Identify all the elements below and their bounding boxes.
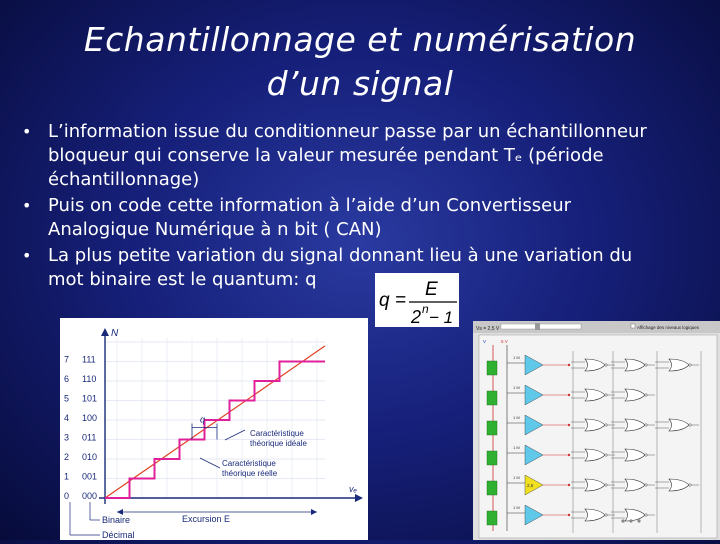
display-levels-label: Affichage des niveaux logiques [637, 325, 699, 330]
output-indicator-icon [621, 519, 624, 522]
gate-inverter-bubble [605, 364, 607, 366]
gate-inverter-bubble [645, 484, 647, 486]
resistor [487, 391, 497, 405]
gate-inverter-bubble [645, 394, 647, 396]
y-tick-binary: 110 [82, 374, 97, 384]
title-line-1: Echantillonnage et numérisation [83, 20, 637, 59]
y-axis-arrow-icon [101, 328, 109, 336]
y-tick-decimal: 0 [64, 491, 70, 501]
wire-node-icon [568, 424, 570, 426]
resistor-label: 1 M [513, 475, 520, 480]
quantization-chart [60, 318, 368, 540]
comparator-value-label: 2,5 [527, 483, 534, 488]
bullet-item [18, 244, 698, 292]
ideal-annotation-line1: Caractéristique [250, 429, 304, 438]
resistor-label: 1 M [513, 445, 520, 450]
formula-denominator-tail: − 1 [429, 308, 454, 327]
resistor [487, 481, 497, 495]
y-tick-binary: 111 [82, 354, 96, 365]
resistor-label: 1 M [513, 355, 520, 360]
bullet-text: L’information issue du conditionneur passe par un échantillonneur [48, 121, 647, 142]
quantum-label: q [200, 414, 206, 425]
adc-circuit-diagram [473, 321, 720, 540]
y-tick-binary: 001 [82, 471, 98, 482]
gate-inverter-bubble [605, 514, 607, 516]
wire-node-icon [568, 364, 570, 366]
gate-inverter-bubble [645, 364, 647, 366]
bullet-text: mot binaire est le quantum: q [48, 269, 317, 290]
ideal-annotation-line2: théorique idéale [250, 439, 307, 448]
resistor [487, 361, 497, 375]
wire-node-icon [568, 454, 570, 456]
wire-node-icon [568, 514, 570, 516]
wire-node-icon [568, 484, 570, 486]
resistor-label: 1 M [513, 385, 520, 390]
formula-denominator-base: 2 [411, 307, 422, 327]
gate-inverter-bubble [605, 394, 607, 396]
bullet-item [18, 194, 698, 242]
gate-inverter-bubble [645, 424, 647, 426]
bullet-text: La plus petite variation du signal donnant lieu à une variation du [48, 245, 633, 266]
bullet-dot-icon: • [22, 196, 32, 215]
bullet-text: Puis on code cette information à l’aide d’un Convertisseur [48, 195, 572, 216]
excursion-label: Excursion E [182, 514, 231, 524]
bullet-dot-icon: • [22, 246, 32, 265]
bullet-text: bloqueur qui conserve la valeur mesurée pendant Tₑ (période [48, 145, 604, 166]
y-tick-decimal: 7 [64, 354, 70, 365]
quantum-formula [375, 273, 459, 327]
bullet-item [18, 120, 698, 192]
gate-inverter-bubble [605, 454, 607, 456]
resistor [487, 451, 497, 465]
y-tick-binary: 101 [82, 393, 98, 404]
y-tick-decimal: 5 [64, 393, 70, 404]
bullet-text: Analogique Numérique à n bit ( CAN) [48, 219, 382, 240]
x-axis-label: vₑ [349, 484, 357, 494]
title-line-2: d’un signal [266, 64, 454, 103]
vin-label: V [483, 339, 487, 344]
y-tick-binary: 011 [82, 432, 97, 443]
resistor-label: 1 M [513, 415, 520, 420]
output-indicator-icon [637, 519, 640, 522]
gate-inverter-bubble [605, 424, 607, 426]
formula-denominator-exponent: n [422, 302, 429, 316]
formula-lhs: q = [379, 290, 406, 311]
resistor [487, 511, 497, 525]
formula-numerator: E [425, 279, 438, 300]
gate-inverter-bubble [689, 484, 691, 486]
y-tick-binary: 000 [82, 491, 98, 501]
x-axis-arrow-icon [355, 494, 363, 502]
y-tick-decimal: 4 [64, 413, 70, 423]
y-tick-binary: 100 [82, 413, 98, 423]
gate-inverter-bubble [605, 484, 607, 486]
y-tick-decimal: 2 [64, 452, 70, 462]
slide-title [0, 18, 720, 106]
output-indicator-icon [629, 519, 632, 522]
vs-slider-thumb [535, 323, 540, 330]
real-annotation-line2: théorique réelle [222, 469, 278, 478]
y-tick-decimal: 1 [64, 471, 70, 482]
y-axis-label: N [111, 328, 119, 339]
gate-inverter-bubble [645, 454, 647, 456]
real-annotation-line1: Caractéristique [222, 459, 276, 468]
resistor-label: 1 M [513, 505, 520, 510]
y-tick-decimal: 6 [64, 374, 70, 384]
bullet-text: échantillonnage) [48, 169, 200, 190]
y-tick-binary: 010 [82, 452, 98, 462]
reference-label: 5 V [501, 339, 508, 344]
binaire-label: Binaire [102, 515, 131, 525]
gate-inverter-bubble [645, 514, 647, 516]
bullet-dot-icon: • [22, 122, 32, 141]
gate-inverter-bubble [689, 364, 691, 366]
y-tick-decimal: 3 [64, 432, 70, 443]
bullet-list [18, 120, 698, 292]
vs-label: Vs = 2,5 V [476, 326, 500, 332]
vs-slider [501, 324, 581, 329]
decimal-label: Décimal [102, 530, 135, 540]
gate-inverter-bubble [689, 424, 691, 426]
display-levels-checkbox [631, 324, 635, 328]
resistor [487, 421, 497, 435]
excursion-arrow-right-icon [311, 509, 317, 515]
wire-node-icon [568, 394, 570, 396]
